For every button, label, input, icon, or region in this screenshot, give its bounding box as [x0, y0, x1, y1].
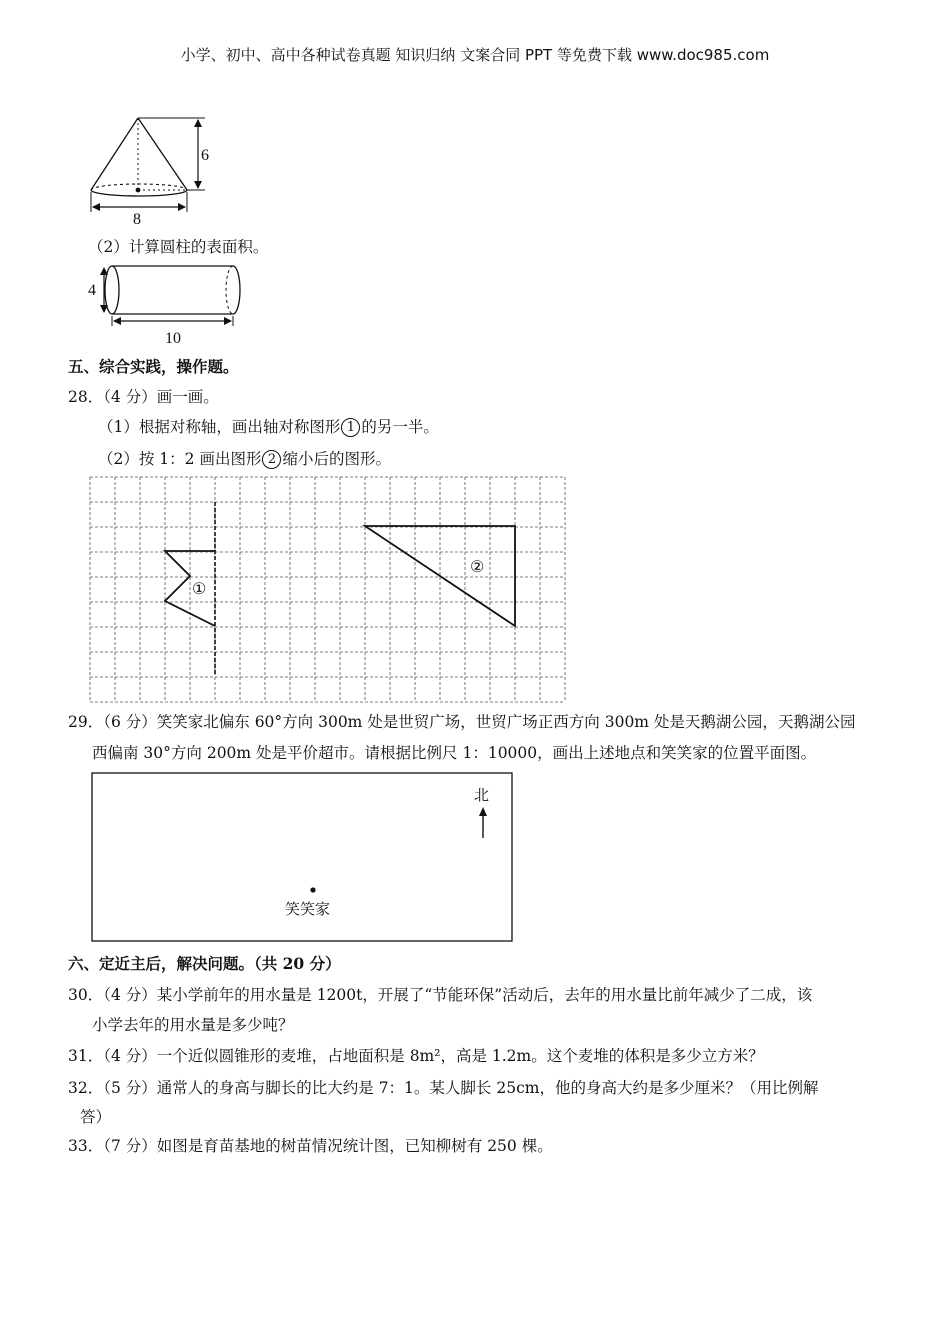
q32-line2: 答） [80, 1108, 112, 1126]
q27-part2: （2）计算圆柱的表面积。 [88, 238, 269, 256]
q29-line2: 西偏南 30°方向 200m 处是平价超市。请根据比例尺 1：10000，画出上述地点和笑笑家的位置平面图。 [92, 744, 817, 762]
section5-title: 五、综合实践，操作题。 [68, 357, 239, 376]
shape-2-label: ② [470, 559, 485, 576]
q28-part2-before: （2）按 1：2 画出图形 [98, 450, 262, 468]
q28-title: 28．（4 分）画一画。 [68, 388, 219, 406]
circled-number-1: 1 [341, 418, 360, 437]
q33-line1: 33．（7 分）如图是育苗基地的树苗情况统计图，已知柳树有 250 棵。 [68, 1137, 553, 1155]
q30-line1: 30．（4 分）某小学前年的用水量是 1200t，开展了“节能环保”活动后，去年的用水量比前年减少了二成，该 [68, 986, 813, 1004]
q28-part2-after: 缩小后的图形。 [282, 450, 391, 468]
cylinder-diameter-label: 4 [88, 282, 96, 299]
cylinder-figure [85, 262, 255, 352]
home-point [310, 887, 315, 892]
cone-figure [85, 112, 225, 232]
q28-part1 [98, 416, 439, 438]
q30-line2: 小学去年的用水量是多少吨？ [92, 1016, 294, 1034]
shape-2 [365, 526, 515, 626]
q31-line1: 31．（4 分）一个近似圆锥形的麦堆，占地面积是 8m²，高是 1.2m。这个麦堆的体积是多少立方米？ [68, 1047, 764, 1065]
q29-line1: 29．（6 分）笑笑家北偏东 60°方向 300m 处是世贸广场，世贸广场正西方向 300m 处是天鹅湖公园，天鹅湖公园 [68, 713, 856, 731]
q28-part1-before: （1）根据对称轴，画出轴对称图形 [98, 418, 341, 436]
map-figure [91, 772, 513, 942]
drawing-grid [90, 477, 568, 701]
circled-number-2: 2 [262, 450, 281, 469]
q28-part1-after: 的另一半。 [361, 418, 439, 436]
section6-title: 六、定近主后，解决问题。（共 20 分） [68, 954, 341, 973]
q32-line1: 32．（5 分）通常人的身高与脚长的比大约是 7：1。某人脚长 25cm，他的身高大约是多少厘米？（用比例解 [68, 1079, 819, 1097]
cone-diameter-label: 8 [133, 211, 141, 228]
cone-height-label: 6 [201, 147, 209, 164]
q28-part2 [98, 448, 391, 470]
home-label: 笑笑家 [285, 900, 331, 918]
shape-1-label: ① [192, 581, 207, 598]
cylinder-length-label: 10 [165, 330, 181, 347]
north-label: 北 [474, 786, 490, 804]
page-header: 小学、初中、高中各种试卷真题 知识归纳 文案合同 PPT 等免费下载 www.doc985.com [180, 46, 770, 64]
